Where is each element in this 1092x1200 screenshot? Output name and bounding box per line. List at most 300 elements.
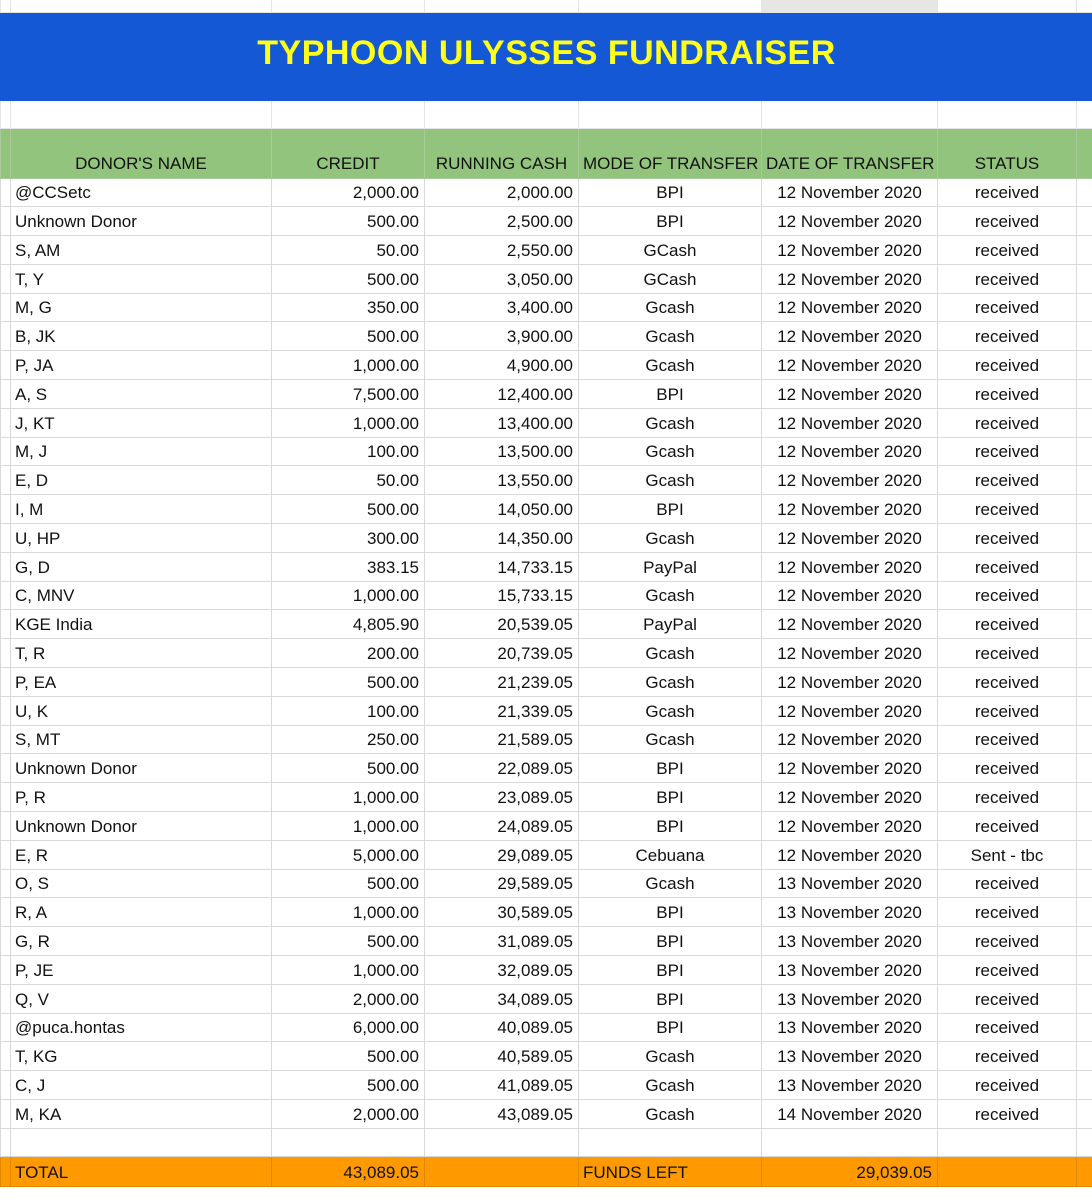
status-cell[interactable]: received: [938, 610, 1077, 639]
credit-cell[interactable]: 5,000.00: [272, 840, 425, 869]
running-cash-cell[interactable]: 31,089.05: [425, 927, 579, 956]
date-cell[interactable]: 12 November 2020: [762, 207, 938, 236]
date-cell[interactable]: 13 November 2020: [762, 898, 938, 927]
cell[interactable]: [1, 696, 11, 725]
cell[interactable]: [1, 984, 11, 1013]
date-cell[interactable]: 12 November 2020: [762, 524, 938, 553]
mode-cell[interactable]: BPI: [579, 380, 762, 409]
status-cell[interactable]: received: [938, 1100, 1077, 1129]
cell[interactable]: [1, 1042, 11, 1071]
running-cash-cell[interactable]: 20,739.05: [425, 639, 579, 668]
credit-cell[interactable]: 1,000.00: [272, 408, 425, 437]
running-cash-cell[interactable]: 34,089.05: [425, 984, 579, 1013]
cell[interactable]: [1077, 293, 1092, 322]
cell[interactable]: [1, 207, 11, 236]
cell[interactable]: [272, 1128, 425, 1156]
cell[interactable]: [1077, 927, 1092, 956]
cell[interactable]: [1077, 668, 1092, 697]
cell[interactable]: [1077, 236, 1092, 265]
running-cash-cell[interactable]: 21,339.05: [425, 696, 579, 725]
donor-name-cell[interactable]: P, EA: [11, 668, 272, 697]
status-cell[interactable]: received: [938, 984, 1077, 1013]
running-cash-cell[interactable]: 29,589.05: [425, 869, 579, 898]
cell[interactable]: [938, 0, 1077, 12]
mode-cell[interactable]: BPI: [579, 956, 762, 985]
mode-cell[interactable]: BPI: [579, 984, 762, 1013]
mode-cell[interactable]: Gcash: [579, 696, 762, 725]
credit-cell[interactable]: 4,805.90: [272, 610, 425, 639]
credit-cell[interactable]: 1,000.00: [272, 581, 425, 610]
cell[interactable]: [1077, 207, 1092, 236]
status-cell[interactable]: received: [938, 178, 1077, 207]
cell[interactable]: [1, 1013, 11, 1042]
cell[interactable]: [762, 0, 938, 12]
donor-name-cell[interactable]: S, MT: [11, 725, 272, 754]
cell[interactable]: [1077, 1156, 1092, 1186]
credit-cell[interactable]: 6,000.00: [272, 1013, 425, 1042]
credit-cell[interactable]: 500.00: [272, 668, 425, 697]
mode-cell[interactable]: BPI: [579, 927, 762, 956]
running-cash-cell[interactable]: 43,089.05: [425, 1100, 579, 1129]
credit-cell[interactable]: 500.00: [272, 264, 425, 293]
mode-cell[interactable]: Gcash: [579, 293, 762, 322]
credit-cell[interactable]: 1,000.00: [272, 898, 425, 927]
cell[interactable]: [1077, 524, 1092, 553]
credit-cell[interactable]: 1,000.00: [272, 783, 425, 812]
status-cell[interactable]: Sent - tbc: [938, 840, 1077, 869]
mode-cell[interactable]: Gcash: [579, 524, 762, 553]
cell[interactable]: [1077, 984, 1092, 1013]
cell[interactable]: [1, 178, 11, 207]
cell[interactable]: [1, 668, 11, 697]
credit-cell[interactable]: 1,000.00: [272, 956, 425, 985]
date-cell[interactable]: 12 November 2020: [762, 236, 938, 265]
cell[interactable]: [1077, 840, 1092, 869]
credit-cell[interactable]: 7,500.00: [272, 380, 425, 409]
mode-cell[interactable]: PayPal: [579, 610, 762, 639]
mode-cell[interactable]: Gcash: [579, 668, 762, 697]
header-cell-blank[interactable]: [1077, 128, 1092, 178]
status-cell[interactable]: received: [938, 898, 1077, 927]
running-cash-cell[interactable]: 2,550.00: [425, 236, 579, 265]
cell[interactable]: [1, 0, 11, 12]
donor-name-cell[interactable]: U, HP: [11, 524, 272, 553]
cell[interactable]: [1, 293, 11, 322]
date-cell[interactable]: 12 November 2020: [762, 466, 938, 495]
cell[interactable]: [579, 1128, 762, 1156]
status-cell[interactable]: received: [938, 869, 1077, 898]
running-cash-cell[interactable]: 13,500.00: [425, 437, 579, 466]
credit-cell[interactable]: 1,000.00: [272, 351, 425, 380]
running-cash-cell[interactable]: 21,589.05: [425, 725, 579, 754]
running-cash-cell[interactable]: 13,550.00: [425, 466, 579, 495]
donor-name-cell[interactable]: Unknown Donor: [11, 812, 272, 841]
status-cell[interactable]: received: [938, 639, 1077, 668]
date-cell[interactable]: 12 November 2020: [762, 639, 938, 668]
cell[interactable]: [1077, 322, 1092, 351]
status-cell[interactable]: received: [938, 812, 1077, 841]
donor-name-cell[interactable]: J, KT: [11, 408, 272, 437]
mode-cell[interactable]: BPI: [579, 495, 762, 524]
credit-cell[interactable]: 2,000.00: [272, 178, 425, 207]
status-cell[interactable]: received: [938, 783, 1077, 812]
cell[interactable]: [1, 581, 11, 610]
header-donor-name[interactable]: DONOR'S NAME: [11, 128, 272, 178]
status-cell[interactable]: received: [938, 408, 1077, 437]
cell[interactable]: [762, 1128, 938, 1156]
credit-cell[interactable]: 200.00: [272, 639, 425, 668]
cell[interactable]: [1, 380, 11, 409]
donor-name-cell[interactable]: Q, V: [11, 984, 272, 1013]
cell[interactable]: [1077, 437, 1092, 466]
cell[interactable]: [938, 100, 1077, 128]
cell[interactable]: [1, 264, 11, 293]
credit-cell[interactable]: 100.00: [272, 437, 425, 466]
cell[interactable]: [1, 552, 11, 581]
donor-name-cell[interactable]: @puca.hontas: [11, 1013, 272, 1042]
cell[interactable]: [1077, 1013, 1092, 1042]
cell[interactable]: [1, 927, 11, 956]
date-cell[interactable]: 12 November 2020: [762, 552, 938, 581]
mode-cell[interactable]: Gcash: [579, 437, 762, 466]
donor-name-cell[interactable]: Unknown Donor: [11, 207, 272, 236]
running-cash-cell[interactable]: 14,050.00: [425, 495, 579, 524]
cell[interactable]: [1077, 495, 1092, 524]
donor-name-cell[interactable]: U, K: [11, 696, 272, 725]
cell[interactable]: [1, 236, 11, 265]
mode-cell[interactable]: BPI: [579, 178, 762, 207]
date-cell[interactable]: 13 November 2020: [762, 1013, 938, 1042]
date-cell[interactable]: 13 November 2020: [762, 1071, 938, 1100]
cell[interactable]: [1077, 956, 1092, 985]
cell[interactable]: [1077, 264, 1092, 293]
date-cell[interactable]: 12 November 2020: [762, 783, 938, 812]
donor-name-cell[interactable]: M, G: [11, 293, 272, 322]
donor-name-cell[interactable]: @CCSetc: [11, 178, 272, 207]
donor-name-cell[interactable]: E, D: [11, 466, 272, 495]
cell[interactable]: [425, 1156, 579, 1186]
donor-name-cell[interactable]: E, R: [11, 840, 272, 869]
running-cash-cell[interactable]: 20,539.05: [425, 610, 579, 639]
donor-name-cell[interactable]: B, JK: [11, 322, 272, 351]
running-cash-cell[interactable]: 14,733.15: [425, 552, 579, 581]
cell[interactable]: [1, 437, 11, 466]
status-cell[interactable]: received: [938, 380, 1077, 409]
cell[interactable]: [1077, 0, 1092, 12]
credit-cell[interactable]: 500.00: [272, 927, 425, 956]
mode-cell[interactable]: PayPal: [579, 552, 762, 581]
mode-cell[interactable]: Gcash: [579, 639, 762, 668]
status-cell[interactable]: received: [938, 754, 1077, 783]
credit-cell[interactable]: 500.00: [272, 1071, 425, 1100]
credit-cell[interactable]: 50.00: [272, 466, 425, 495]
date-cell[interactable]: 13 November 2020: [762, 956, 938, 985]
date-cell[interactable]: 12 November 2020: [762, 610, 938, 639]
status-cell[interactable]: received: [938, 696, 1077, 725]
cell[interactable]: [1, 466, 11, 495]
credit-cell[interactable]: 500.00: [272, 322, 425, 351]
mode-cell[interactable]: GCash: [579, 236, 762, 265]
cell[interactable]: [425, 0, 579, 12]
status-cell[interactable]: received: [938, 437, 1077, 466]
date-cell[interactable]: 13 November 2020: [762, 869, 938, 898]
total-label[interactable]: TOTAL: [11, 1156, 272, 1186]
cell[interactable]: [1077, 408, 1092, 437]
cell[interactable]: [1077, 610, 1092, 639]
status-cell[interactable]: received: [938, 1013, 1077, 1042]
donor-name-cell[interactable]: M, KA: [11, 1100, 272, 1129]
cell[interactable]: [1, 495, 11, 524]
cell[interactable]: [1077, 725, 1092, 754]
date-cell[interactable]: 12 November 2020: [762, 668, 938, 697]
mode-cell[interactable]: Gcash: [579, 351, 762, 380]
cell[interactable]: [1077, 351, 1092, 380]
running-cash-cell[interactable]: 3,400.00: [425, 293, 579, 322]
funds-left-label[interactable]: FUNDS LEFT: [579, 1156, 762, 1186]
funds-left-value[interactable]: 29,039.05: [762, 1156, 938, 1186]
donor-name-cell[interactable]: S, AM: [11, 236, 272, 265]
cell[interactable]: [1077, 869, 1092, 898]
total-value[interactable]: 43,089.05: [272, 1156, 425, 1186]
header-credit[interactable]: CREDIT: [272, 128, 425, 178]
donor-name-cell[interactable]: O, S: [11, 869, 272, 898]
cell[interactable]: [1, 100, 11, 128]
cell[interactable]: [1077, 100, 1092, 128]
credit-cell[interactable]: 250.00: [272, 725, 425, 754]
cell[interactable]: [11, 0, 272, 12]
cell[interactable]: [425, 1128, 579, 1156]
running-cash-cell[interactable]: 14,350.00: [425, 524, 579, 553]
cell[interactable]: [1077, 898, 1092, 927]
donor-name-cell[interactable]: A, S: [11, 380, 272, 409]
running-cash-cell[interactable]: 2,500.00: [425, 207, 579, 236]
running-cash-cell[interactable]: 29,089.05: [425, 840, 579, 869]
status-cell[interactable]: received: [938, 668, 1077, 697]
mode-cell[interactable]: Cebuana: [579, 840, 762, 869]
credit-cell[interactable]: 2,000.00: [272, 984, 425, 1013]
running-cash-cell[interactable]: 3,900.00: [425, 322, 579, 351]
status-cell[interactable]: received: [938, 264, 1077, 293]
date-cell[interactable]: 12 November 2020: [762, 322, 938, 351]
mode-cell[interactable]: Gcash: [579, 1071, 762, 1100]
running-cash-cell[interactable]: 2,000.00: [425, 178, 579, 207]
credit-cell[interactable]: 1,000.00: [272, 812, 425, 841]
donor-name-cell[interactable]: I, M: [11, 495, 272, 524]
cell[interactable]: [762, 100, 938, 128]
cell[interactable]: [1077, 754, 1092, 783]
date-cell[interactable]: 14 November 2020: [762, 1100, 938, 1129]
running-cash-cell[interactable]: 41,089.05: [425, 1071, 579, 1100]
cell[interactable]: [1077, 552, 1092, 581]
cell[interactable]: [1, 956, 11, 985]
donor-name-cell[interactable]: P, JE: [11, 956, 272, 985]
header-cell-blank[interactable]: [1, 128, 11, 178]
cell[interactable]: [1, 351, 11, 380]
cell[interactable]: [1, 610, 11, 639]
donor-name-cell[interactable]: G, R: [11, 927, 272, 956]
donor-name-cell[interactable]: R, A: [11, 898, 272, 927]
mode-cell[interactable]: Gcash: [579, 408, 762, 437]
status-cell[interactable]: received: [938, 351, 1077, 380]
header-date-of-transfer[interactable]: DATE OF TRANSFER: [762, 128, 938, 178]
credit-cell[interactable]: 2,000.00: [272, 1100, 425, 1129]
status-cell[interactable]: received: [938, 207, 1077, 236]
cell[interactable]: [1, 812, 11, 841]
date-cell[interactable]: 12 November 2020: [762, 178, 938, 207]
date-cell[interactable]: 12 November 2020: [762, 696, 938, 725]
mode-cell[interactable]: Gcash: [579, 1042, 762, 1071]
donor-name-cell[interactable]: C, J: [11, 1071, 272, 1100]
credit-cell[interactable]: 300.00: [272, 524, 425, 553]
donor-name-cell[interactable]: T, R: [11, 639, 272, 668]
cell[interactable]: [1, 1128, 11, 1156]
credit-cell[interactable]: 500.00: [272, 869, 425, 898]
mode-cell[interactable]: Gcash: [579, 869, 762, 898]
cell[interactable]: [1, 322, 11, 351]
date-cell[interactable]: 12 November 2020: [762, 437, 938, 466]
cell[interactable]: [1077, 1100, 1092, 1129]
mode-cell[interactable]: Gcash: [579, 1100, 762, 1129]
cell[interactable]: [1077, 783, 1092, 812]
running-cash-cell[interactable]: 3,050.00: [425, 264, 579, 293]
donor-name-cell[interactable]: T, Y: [11, 264, 272, 293]
cell[interactable]: [1077, 1042, 1092, 1071]
cell[interactable]: [1, 869, 11, 898]
status-cell[interactable]: received: [938, 581, 1077, 610]
status-cell[interactable]: received: [938, 552, 1077, 581]
mode-cell[interactable]: Gcash: [579, 581, 762, 610]
running-cash-cell[interactable]: 21,239.05: [425, 668, 579, 697]
mode-cell[interactable]: BPI: [579, 207, 762, 236]
running-cash-cell[interactable]: 13,400.00: [425, 408, 579, 437]
running-cash-cell[interactable]: 22,089.05: [425, 754, 579, 783]
cell[interactable]: [579, 0, 762, 12]
status-cell[interactable]: received: [938, 495, 1077, 524]
cell[interactable]: [938, 1156, 1077, 1186]
cell[interactable]: [1, 898, 11, 927]
date-cell[interactable]: 12 November 2020: [762, 264, 938, 293]
running-cash-cell[interactable]: 32,089.05: [425, 956, 579, 985]
credit-cell[interactable]: 350.00: [272, 293, 425, 322]
cell[interactable]: [1, 1100, 11, 1129]
date-cell[interactable]: 12 November 2020: [762, 840, 938, 869]
cell[interactable]: [1077, 178, 1092, 207]
status-cell[interactable]: received: [938, 322, 1077, 351]
status-cell[interactable]: received: [938, 725, 1077, 754]
cell[interactable]: [1, 639, 11, 668]
status-cell[interactable]: received: [938, 927, 1077, 956]
cell[interactable]: [425, 100, 579, 128]
cell[interactable]: [1077, 812, 1092, 841]
cell[interactable]: [1077, 380, 1092, 409]
mode-cell[interactable]: Gcash: [579, 466, 762, 495]
cell[interactable]: [11, 100, 272, 128]
date-cell[interactable]: 12 November 2020: [762, 495, 938, 524]
cell[interactable]: [1, 754, 11, 783]
mode-cell[interactable]: BPI: [579, 898, 762, 927]
donor-name-cell[interactable]: P, R: [11, 783, 272, 812]
cell[interactable]: [1, 725, 11, 754]
date-cell[interactable]: 12 November 2020: [762, 754, 938, 783]
credit-cell[interactable]: 500.00: [272, 495, 425, 524]
cell[interactable]: [1, 524, 11, 553]
status-cell[interactable]: received: [938, 524, 1077, 553]
cell[interactable]: [1, 1071, 11, 1100]
header-status[interactable]: STATUS: [938, 128, 1077, 178]
donor-name-cell[interactable]: KGE India: [11, 610, 272, 639]
credit-cell[interactable]: 500.00: [272, 207, 425, 236]
date-cell[interactable]: 12 November 2020: [762, 408, 938, 437]
cell[interactable]: [1, 408, 11, 437]
status-cell[interactable]: received: [938, 466, 1077, 495]
running-cash-cell[interactable]: 12,400.00: [425, 380, 579, 409]
running-cash-cell[interactable]: 15,733.15: [425, 581, 579, 610]
donor-name-cell[interactable]: T, KG: [11, 1042, 272, 1071]
mode-cell[interactable]: BPI: [579, 783, 762, 812]
date-cell[interactable]: 12 November 2020: [762, 812, 938, 841]
date-cell[interactable]: 12 November 2020: [762, 351, 938, 380]
date-cell[interactable]: 12 November 2020: [762, 380, 938, 409]
donor-name-cell[interactable]: C, MNV: [11, 581, 272, 610]
cell[interactable]: [1, 840, 11, 869]
date-cell[interactable]: 12 November 2020: [762, 725, 938, 754]
donor-name-cell[interactable]: P, JA: [11, 351, 272, 380]
running-cash-cell[interactable]: 30,589.05: [425, 898, 579, 927]
status-cell[interactable]: received: [938, 956, 1077, 985]
mode-cell[interactable]: Gcash: [579, 725, 762, 754]
status-cell[interactable]: received: [938, 1071, 1077, 1100]
mode-cell[interactable]: Gcash: [579, 322, 762, 351]
cell[interactable]: [938, 1128, 1077, 1156]
mode-cell[interactable]: BPI: [579, 1013, 762, 1042]
cell[interactable]: [1077, 581, 1092, 610]
mode-cell[interactable]: BPI: [579, 812, 762, 841]
running-cash-cell[interactable]: 40,089.05: [425, 1013, 579, 1042]
cell[interactable]: [1077, 696, 1092, 725]
credit-cell[interactable]: 500.00: [272, 754, 425, 783]
date-cell[interactable]: 13 November 2020: [762, 927, 938, 956]
cell[interactable]: [272, 100, 425, 128]
running-cash-cell[interactable]: 4,900.00: [425, 351, 579, 380]
cell[interactable]: [1077, 1128, 1092, 1156]
donor-name-cell[interactable]: Unknown Donor: [11, 754, 272, 783]
credit-cell[interactable]: 50.00: [272, 236, 425, 265]
header-running-cash[interactable]: RUNNING CASH: [425, 128, 579, 178]
credit-cell[interactable]: 500.00: [272, 1042, 425, 1071]
cell[interactable]: [1, 1156, 11, 1186]
cell[interactable]: [11, 1128, 272, 1156]
date-cell[interactable]: 12 November 2020: [762, 293, 938, 322]
running-cash-cell[interactable]: 24,089.05: [425, 812, 579, 841]
date-cell[interactable]: 12 November 2020: [762, 581, 938, 610]
cell[interactable]: [1077, 466, 1092, 495]
status-cell[interactable]: received: [938, 236, 1077, 265]
cell[interactable]: [579, 100, 762, 128]
cell[interactable]: [1077, 1071, 1092, 1100]
title-cell[interactable]: [1, 12, 1092, 100]
cell[interactable]: [1, 783, 11, 812]
status-cell[interactable]: received: [938, 293, 1077, 322]
running-cash-cell[interactable]: 23,089.05: [425, 783, 579, 812]
date-cell[interactable]: 13 November 2020: [762, 1042, 938, 1071]
date-cell[interactable]: 13 November 2020: [762, 984, 938, 1013]
running-cash-cell[interactable]: 40,589.05: [425, 1042, 579, 1071]
cell[interactable]: [1077, 639, 1092, 668]
status-cell[interactable]: received: [938, 1042, 1077, 1071]
cell[interactable]: [272, 0, 425, 12]
mode-cell[interactable]: BPI: [579, 754, 762, 783]
credit-cell[interactable]: 100.00: [272, 696, 425, 725]
